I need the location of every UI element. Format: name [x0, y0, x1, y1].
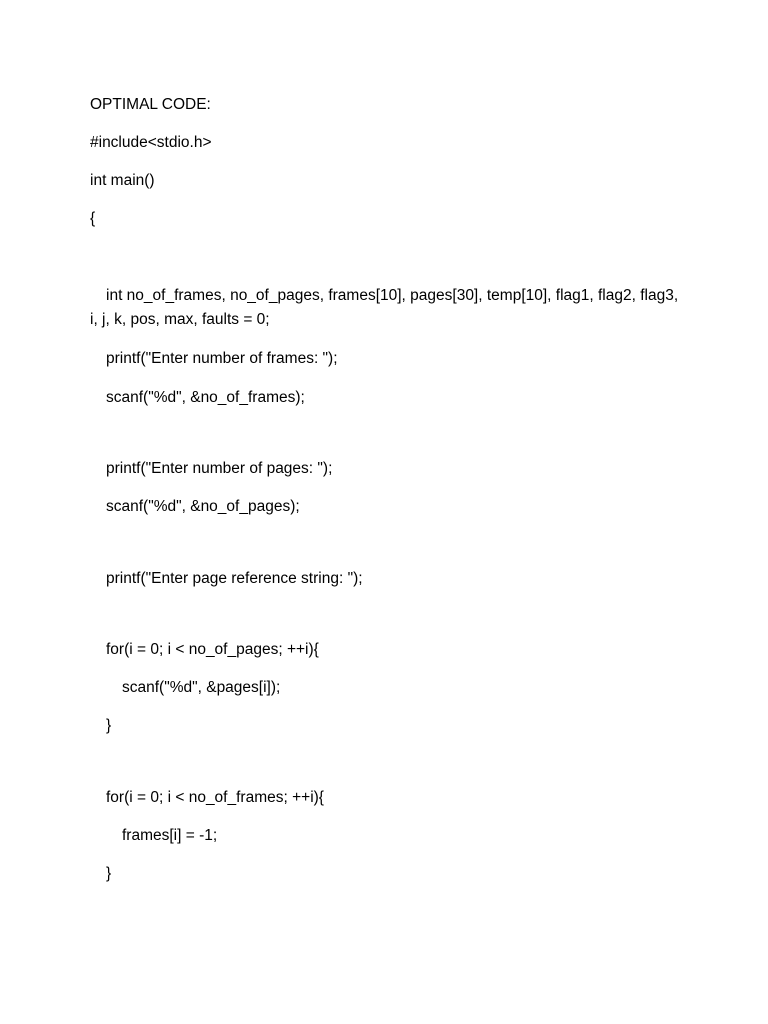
document-heading: OPTIMAL CODE:	[90, 96, 211, 113]
code-line-scanf-page-item: scanf("%d", &pages[i]);	[122, 679, 281, 696]
code-line-close-brace-2: }	[106, 865, 112, 882]
code-line-declarations: int no_of_frames, no_of_pages, frames[10], pages[30], temp[10], flag1, flag2, flag3, i, j, k, pos, max, faults = 0;	[90, 287, 679, 328]
code-line-close-brace-1: }	[106, 717, 112, 734]
code-line-scanf-pages: scanf("%d", &no_of_pages);	[106, 498, 300, 515]
code-line-printf-frames: printf("Enter number of frames: ");	[106, 350, 338, 367]
code-line-main: int main()	[90, 172, 155, 189]
code-line-for-pages: for(i = 0; i < no_of_pages; ++i){	[106, 641, 319, 658]
code-line-printf-pages: printf("Enter number of pages: ");	[106, 460, 333, 477]
code-line-frames-init: frames[i] = -1;	[122, 827, 218, 844]
code-line-printf-reference: printf("Enter page reference string: ");	[106, 570, 363, 587]
code-line-include: #include<stdio.h>	[90, 134, 212, 151]
code-line-for-frames: for(i = 0; i < no_of_frames; ++i){	[106, 789, 324, 806]
code-line-scanf-frames: scanf("%d", &no_of_frames);	[106, 389, 305, 406]
code-line-open-brace: {	[90, 210, 96, 227]
